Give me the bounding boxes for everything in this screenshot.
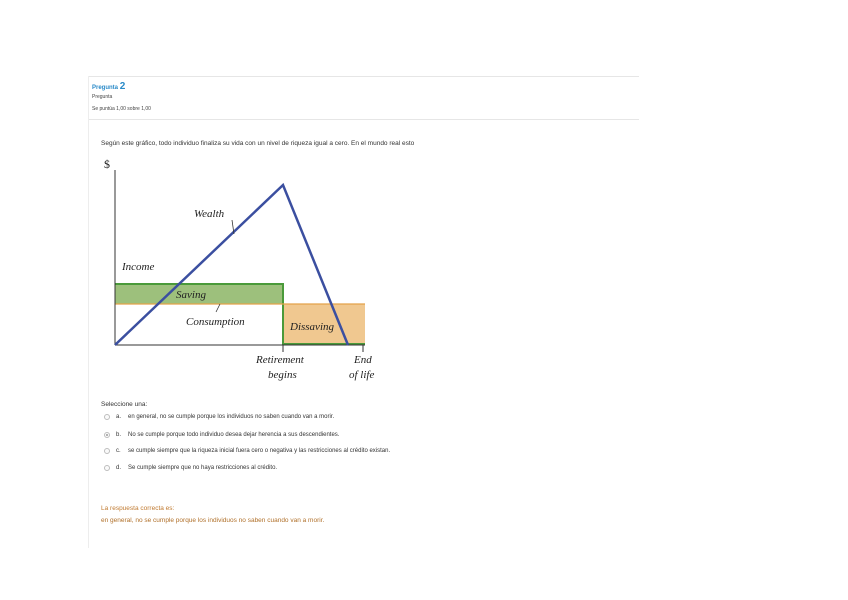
retirement-label: Retirement [256, 354, 304, 366]
lifecycle-chart [100, 152, 400, 387]
option-letter: a. [116, 414, 122, 420]
option-text: Se cumple siempre que no haya restricciones al crédito. [128, 465, 278, 471]
end-label: End [354, 354, 372, 366]
feedback-title: La respuesta correcta es: [101, 505, 175, 512]
y-axis-label: $ [104, 157, 110, 171]
income-label: Income [122, 261, 155, 273]
option-text: No se cumple porque todo individuo desea dejar herencia a sus descendientes. [128, 432, 340, 438]
wealth-label: Wealth [194, 208, 225, 220]
question-number: 2 [119, 81, 126, 92]
option-letter: d. [116, 465, 122, 471]
saving-label: Saving [176, 289, 206, 301]
option-b[interactable] [104, 430, 339, 440]
option-text: se cumple siempre que la riqueza inicial fuera cero o negativa y las restricciones al crédito existan. [128, 448, 391, 454]
question-state: Pregunta [92, 94, 113, 100]
radio-b[interactable] [104, 432, 110, 438]
dissaving-label: Dissaving [290, 321, 334, 333]
question-info [89, 76, 639, 120]
consumption-leader [216, 304, 220, 312]
question-grade: Se puntúa 1,00 sobre 1,00 [92, 106, 151, 112]
option-a[interactable] [104, 412, 334, 422]
option-text: en general, no se cumple porque los individuos no saben cuando van a morir. [128, 414, 335, 420]
question-text: Según este gráfico, todo individuo finaliza su vida con un nivel de riqueza igual a cero. En el mundo real esto [101, 140, 415, 147]
answer-prompt: Seleccione una: [101, 401, 148, 408]
radio-a[interactable] [104, 414, 110, 420]
option-letter: b. [116, 432, 122, 438]
consumption-label: Consumption [186, 316, 245, 328]
feedback-text: en general, no se cumple porque los individuos no saben cuando van a morir. [101, 517, 325, 524]
question-title [92, 81, 125, 92]
option-d[interactable] [104, 463, 277, 473]
retirement-label-2: begins [268, 369, 297, 381]
radio-d[interactable] [104, 465, 110, 471]
option-c[interactable] [104, 446, 390, 456]
question-label: Pregunta [92, 85, 119, 91]
radio-c[interactable] [104, 448, 110, 454]
end-label-2: of life [349, 369, 375, 381]
option-letter: c. [116, 448, 121, 454]
